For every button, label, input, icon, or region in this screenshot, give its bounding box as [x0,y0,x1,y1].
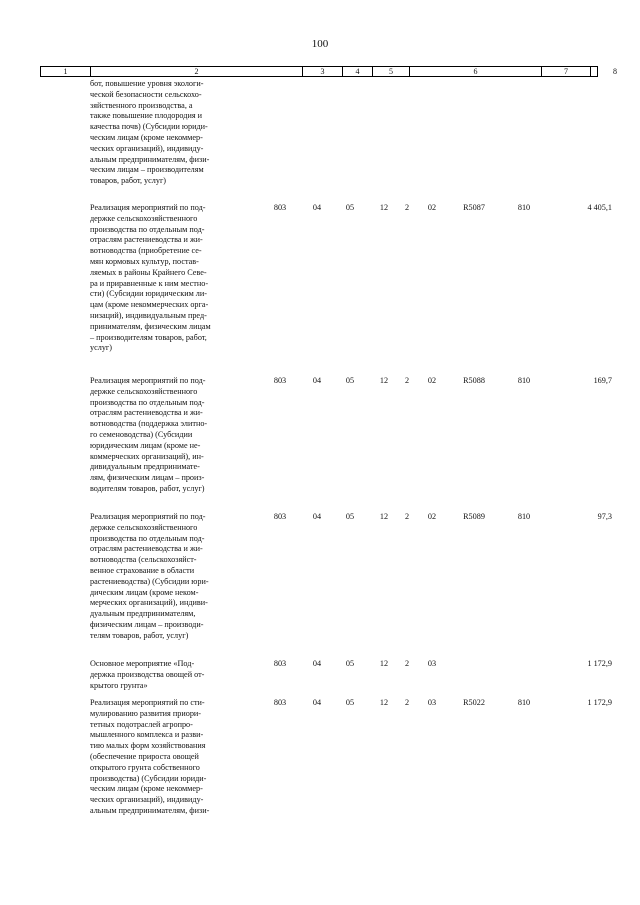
row-subsection: 05 [345,376,355,385]
row-amount: 169,7 [593,376,612,385]
row-description: Основное мероприятие «Под- держка производства овощей от- крытого грунта» [90,659,205,690]
header-col-2: 2 [91,67,303,76]
row-amount: 1 172,9 [587,659,612,668]
header-col-1: 1 [41,67,91,76]
row-expense-type: 810 [517,512,531,521]
row-description: Реализация мероприятий по под- держке сельскохозяйственного производства по отдельным под- отраслям растениеводства и жи- вотноводства (сельскохозяйст- венное страхование в области растениеводства) (Субсидии юри- дическим лицам (кроме неком- мерческих организаций), индиви- дуальным предпринимателям, физическим лицам – производи- телям товаров, работ, услуг) [90,512,209,640]
row-direction-code: R5087 [463,203,485,212]
row-program: 12 [379,376,389,385]
row-subsection: 05 [345,512,355,521]
header-col-7: 7 [542,67,591,76]
row-subprogram: 2 [404,376,410,385]
row-grbs: 803 [273,376,287,385]
row-subprogram: 2 [404,698,410,707]
row-grbs: 803 [273,512,287,521]
row-expense-type: 810 [517,698,531,707]
row-subsection: 05 [345,659,355,668]
row-subsection: 05 [345,203,355,212]
row-subsection: 05 [345,698,355,707]
row-description: Реализация мероприятий по под- держке сельскохозяйственного производства по отдельным под- отраслям растениеводства и жи- вотноводства (приобретение се- мян кормовых культур, постав- ляемых в районы Крайнего Севе- ра и приравненные к ним местно- сти) (Субсидии юридическим ли- цам (кроме некоммерческих орга- низаций), индивидуальным пред- принимателям, физическим лицам – производителям товаров, работ, услуг) [90,203,211,353]
header-col-4: 4 [343,67,373,76]
row-activity: 03 [427,659,437,668]
row-section: 04 [312,203,322,212]
row-program: 12 [379,512,389,521]
row-grbs: 803 [273,659,287,668]
row-program: 12 [379,203,389,212]
row-direction-code: R5088 [463,376,485,385]
row-description: бот, повышение уровня экологи- ческой безопасности сельскохо- зяйственного производства, а также повышение плодородия и качества почв) (Субсидии юриди- ческим лицам (кроме некоммер- ческих организаций), индивиду- альным предпринимателям, физи- ческим лицам – производителям товаров, работ, услуг) [90,79,210,186]
row-expense-type: 810 [517,203,531,212]
row-section: 04 [312,512,322,521]
row-direction-code: R5022 [463,698,485,707]
row-section: 04 [312,659,322,668]
row-activity: 02 [427,512,437,521]
row-section: 04 [312,376,322,385]
row-direction-code: R5089 [463,512,485,521]
row-grbs: 803 [273,203,287,212]
row-subprogram: 2 [404,512,410,521]
row-subprogram: 2 [404,203,410,212]
row-subprogram: 2 [404,659,410,668]
row-section: 04 [312,698,322,707]
row-description: Реализация мероприятий по сти- мулированию развития приори- тетных подотраслей агропро- мышленного комплекса и разви- тию малых форм хозяйствования (обеспечение прироста овощей открытого грунта собственного производства) (Субсидии юриди- ческим лицам (кроме некоммер- ческих организаций), индивиду- альным предпринимателям, физи- [90,698,210,815]
header-col-5: 5 [373,67,410,76]
row-program: 12 [379,698,389,707]
header-col-3: 3 [303,67,343,76]
row-amount: 4 405,1 [587,203,612,212]
row-activity: 03 [427,698,437,707]
row-program: 12 [379,659,389,668]
row-amount: 1 172,9 [587,698,612,707]
header-col-6: 6 [410,67,542,76]
header-col-8: 8 [613,67,617,76]
row-expense-type: 810 [517,376,531,385]
row-amount: 97,3 [597,512,612,521]
row-description: Реализация мероприятий по под- держке сельскохозяйственного производства по отдельным под- отраслям растениеводства и жи- вотноводства (поддержка элитно- го семеноводства) (Субсидии юридическим лицам (кроме не- коммерческих организаций), ин- дивидуальным предпринимате- лям, физическим лицам – произ- водителям товаров, работ, услуг) [90,376,208,493]
row-activity: 02 [427,203,437,212]
page-number: 100 [311,38,329,50]
row-activity: 02 [427,376,437,385]
row-grbs: 803 [273,698,287,707]
